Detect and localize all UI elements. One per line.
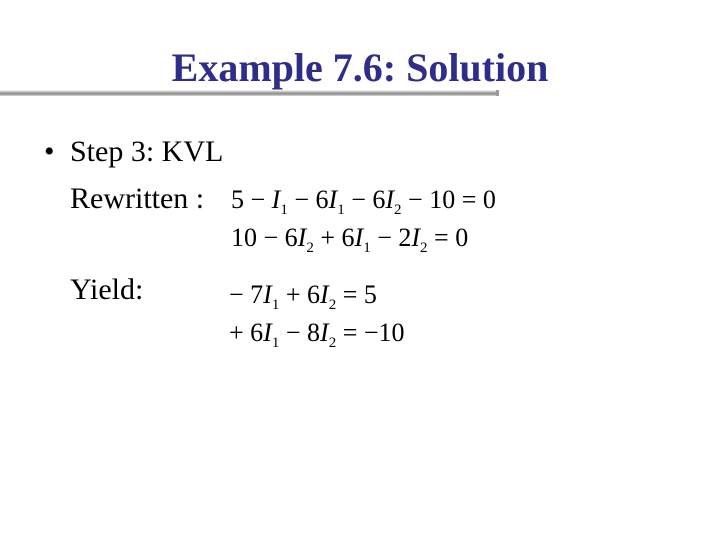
equation-yield-2: + $6I_1 - 8I_2 = -10$ [229, 318, 405, 351]
title-underline [0, 90, 497, 96]
rewritten-label: Rewritten : [70, 182, 205, 215]
equation-rewritten-2: $10 - 6I_2 + 6I_1 - 2I_2 = 0$ [231, 223, 469, 256]
bullet-icon: • [44, 135, 55, 168]
bullet-text: Step 3: KVL [70, 135, 224, 168]
bullet-item-step3 [44, 135, 223, 169]
equation-rewritten-1: $5 - I_1 - 6I_1 - 6I_2 - 10 = 0$ [231, 185, 496, 218]
yield-label: Yield: [70, 273, 144, 306]
equation-yield-1: − $7I_1 + 6I_2 = 5$ [229, 280, 377, 313]
slide-title: Example 7.6: Solution [171, 45, 549, 90]
